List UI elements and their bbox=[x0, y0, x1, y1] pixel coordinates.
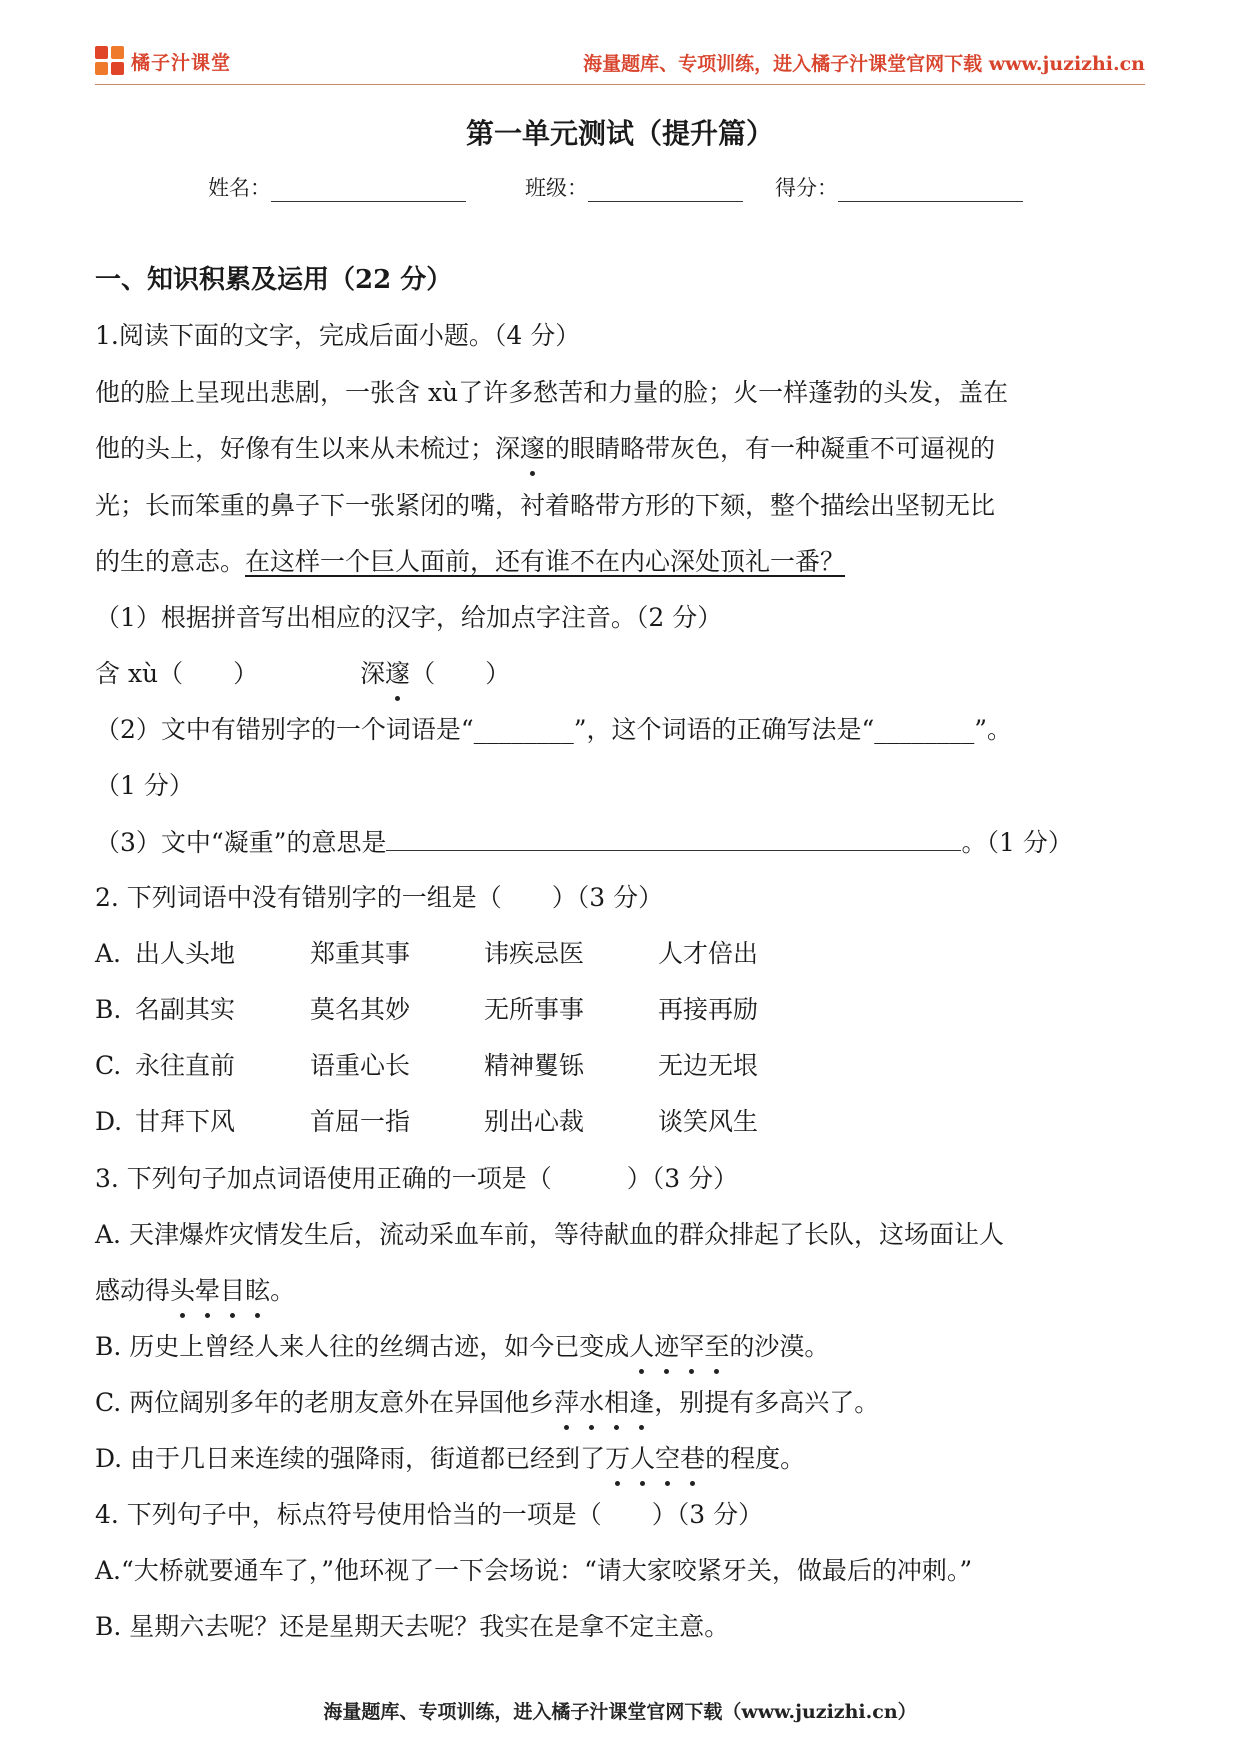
passage-line-3: 光；长而笨重的鼻子下一张紧闭的嘴，衬着略带方形的下颏，整个描绘出坚韧无比 bbox=[95, 491, 996, 520]
dotted-char: 空 bbox=[655, 1441, 680, 1477]
section-heading: 一、知识积累及运用（22 分） bbox=[95, 265, 453, 295]
dotted-char: 罕 bbox=[679, 1329, 704, 1365]
option-label: B. bbox=[95, 995, 122, 1024]
class-label: 班级： bbox=[525, 176, 588, 200]
dotted-char: 萍 bbox=[554, 1385, 579, 1421]
option-word: 谈笑风生 bbox=[658, 1107, 759, 1136]
score-blank[interactable] bbox=[838, 179, 1023, 202]
passage-text: 的眼睛略带灰色，有一种凝重不可逼视的 bbox=[545, 434, 996, 463]
option-word: 郑重其事 bbox=[310, 939, 411, 968]
sub-question-1: （1）根据拼音写出相应的汉字，给加点字注音。（2 分） bbox=[95, 603, 723, 632]
sub-question-3 bbox=[95, 824, 1073, 861]
underlined-sentence: 在这样一个巨人面前，还有谁不在内心深处顶礼一番？ bbox=[245, 547, 846, 576]
passage-line-2 bbox=[95, 431, 995, 467]
dotted-char: 人 bbox=[630, 1441, 655, 1477]
passage-line-4 bbox=[95, 544, 845, 580]
dotted-char: 迹 bbox=[654, 1329, 679, 1365]
option-word: 精神矍铄 bbox=[484, 1051, 585, 1080]
name-field[interactable] bbox=[208, 172, 466, 202]
score-label: 得分： bbox=[775, 176, 838, 200]
dotted-char: 邃 bbox=[520, 431, 545, 467]
option-word: 别出心裁 bbox=[484, 1107, 585, 1136]
dotted-char: 相 bbox=[604, 1385, 629, 1421]
option-word: 语重心长 bbox=[310, 1051, 411, 1080]
answer-blank-line[interactable] bbox=[386, 824, 961, 851]
option-word: 甘拜下风 bbox=[135, 1107, 236, 1136]
option-label: C. bbox=[95, 1051, 122, 1080]
dotted-char: 邃 bbox=[385, 656, 410, 692]
header-ad-link[interactable]: 海量题库、专项训练，进入橘子汁课堂官网下载 www.juzizhi.cn bbox=[583, 53, 1145, 75]
option-3a-line-2[interactable] bbox=[95, 1273, 295, 1309]
dotted-char: 头 bbox=[170, 1273, 195, 1309]
logo-text: 橘子汁课堂 bbox=[131, 51, 232, 74]
option-word: 无边无垠 bbox=[658, 1051, 759, 1080]
sub-question-3-text: （3）文中“凝重”的意思是 bbox=[95, 828, 387, 857]
dotted-char: 水 bbox=[579, 1385, 604, 1421]
option-text: B. 历史上曾经人来人往的丝绸古迹，如今已变成 bbox=[95, 1332, 630, 1361]
class-field[interactable] bbox=[525, 172, 743, 202]
question-2-stem: 2. 下列词语中没有错别字的一组是（ ）（3 分） bbox=[95, 883, 664, 912]
passage-text: 的生的意志。 bbox=[95, 547, 246, 576]
option-word: 永往直前 bbox=[135, 1051, 236, 1080]
option-word: 讳疾忌医 bbox=[484, 939, 585, 968]
answer-blank-xu[interactable]: 含 xù（ ） bbox=[95, 659, 259, 688]
option-3c[interactable] bbox=[95, 1385, 879, 1421]
option-text: C. 两位阔别多年的老朋友意外在异国他乡 bbox=[95, 1388, 555, 1417]
option-text: 感动得 bbox=[95, 1276, 171, 1305]
logo-icon bbox=[95, 46, 125, 76]
option-label: D. bbox=[95, 1107, 123, 1136]
option-text: 的程度。 bbox=[705, 1444, 806, 1473]
page-header bbox=[95, 40, 1145, 85]
dotted-char: 逢 bbox=[629, 1385, 654, 1421]
name-blank[interactable] bbox=[271, 179, 466, 202]
dotted-char: 目 bbox=[220, 1273, 245, 1309]
option-label: A. bbox=[95, 939, 122, 968]
dotted-char: 晕 bbox=[195, 1273, 220, 1309]
dotted-char: 人 bbox=[629, 1329, 654, 1365]
dotted-phrase bbox=[605, 1444, 705, 1473]
option-4b[interactable]: B. 星期六去呢？还是星期天去呢？我实在是拿不定主意。 bbox=[95, 1612, 730, 1641]
option-text: 。 bbox=[270, 1276, 296, 1305]
question-3-stem: 3. 下列句子加点词语使用正确的一项是（ ）（3 分） bbox=[95, 1164, 739, 1193]
option-word: 首屈一指 bbox=[310, 1107, 411, 1136]
option-4a[interactable]: A.“大桥就要通车了，”他环视了一下会场说：“请大家咬紧牙关，做最后的冲刺。” bbox=[95, 1556, 973, 1585]
class-blank[interactable] bbox=[588, 179, 743, 202]
dotted-phrase bbox=[554, 1388, 654, 1417]
answer-text: 深 bbox=[360, 659, 386, 688]
page-title: 第一单元测试（提升篇） bbox=[465, 117, 774, 150]
option-3d[interactable] bbox=[95, 1441, 805, 1477]
dotted-char: 眩 bbox=[245, 1273, 270, 1309]
option-3b[interactable] bbox=[95, 1329, 829, 1365]
option-word: 出人头地 bbox=[135, 939, 236, 968]
option-text: 的沙漠。 bbox=[729, 1332, 830, 1361]
sub-question-3-score: 。（1 分） bbox=[961, 828, 1073, 857]
score-field[interactable] bbox=[775, 172, 1023, 202]
sub-question-1-answers bbox=[95, 656, 510, 692]
dotted-char: 巷 bbox=[680, 1441, 705, 1477]
dotted-char: 至 bbox=[704, 1329, 729, 1365]
question-1-stem: 1.阅读下面的文字，完成后面小题。（4 分） bbox=[95, 321, 581, 350]
sub-question-2-score: （1 分） bbox=[95, 771, 194, 800]
option-word: 无所事事 bbox=[484, 995, 585, 1024]
page-footer: 海量题库、专项训练，进入橘子汁课堂官网下载（www.juzizhi.cn） bbox=[323, 1701, 917, 1723]
passage-line-1: 他的脸上呈现出悲剧，一张含 xù了许多愁苦和力量的脸；火一样蓬勃的头发，盖在 bbox=[95, 378, 1009, 407]
option-3a-line-1[interactable]: A. 天津爆炸灾情发生后，流动采血车前，等待献血的群众排起了长队，这场面让人 bbox=[95, 1220, 1004, 1249]
option-word: 莫名其妙 bbox=[310, 995, 411, 1024]
answer-blank-sui[interactable]: （ ） bbox=[410, 659, 511, 688]
question-4-stem: 4. 下列句子中，标点符号使用恰当的一项是（ ）（3 分） bbox=[95, 1500, 764, 1529]
brand-logo bbox=[95, 44, 231, 78]
option-text: ，别提有多高兴了。 bbox=[654, 1388, 880, 1417]
passage-text: 他的头上，好像有生以来从未梳过；深 bbox=[95, 434, 521, 463]
dotted-char: 万 bbox=[605, 1441, 630, 1477]
option-word: 人才倍出 bbox=[658, 939, 759, 968]
option-word: 再接再励 bbox=[658, 995, 759, 1024]
option-word: 名副其实 bbox=[135, 995, 236, 1024]
sub-question-2: （2）文中有错别字的一个词语是“________”，这个词语的正确写法是“________”。 bbox=[95, 715, 1013, 744]
dotted-phrase bbox=[170, 1276, 270, 1305]
name-label: 姓名： bbox=[208, 176, 271, 200]
option-text: D. 由于几日来连续的强降雨，街道都已经到了 bbox=[95, 1444, 606, 1473]
dotted-phrase bbox=[629, 1332, 729, 1361]
